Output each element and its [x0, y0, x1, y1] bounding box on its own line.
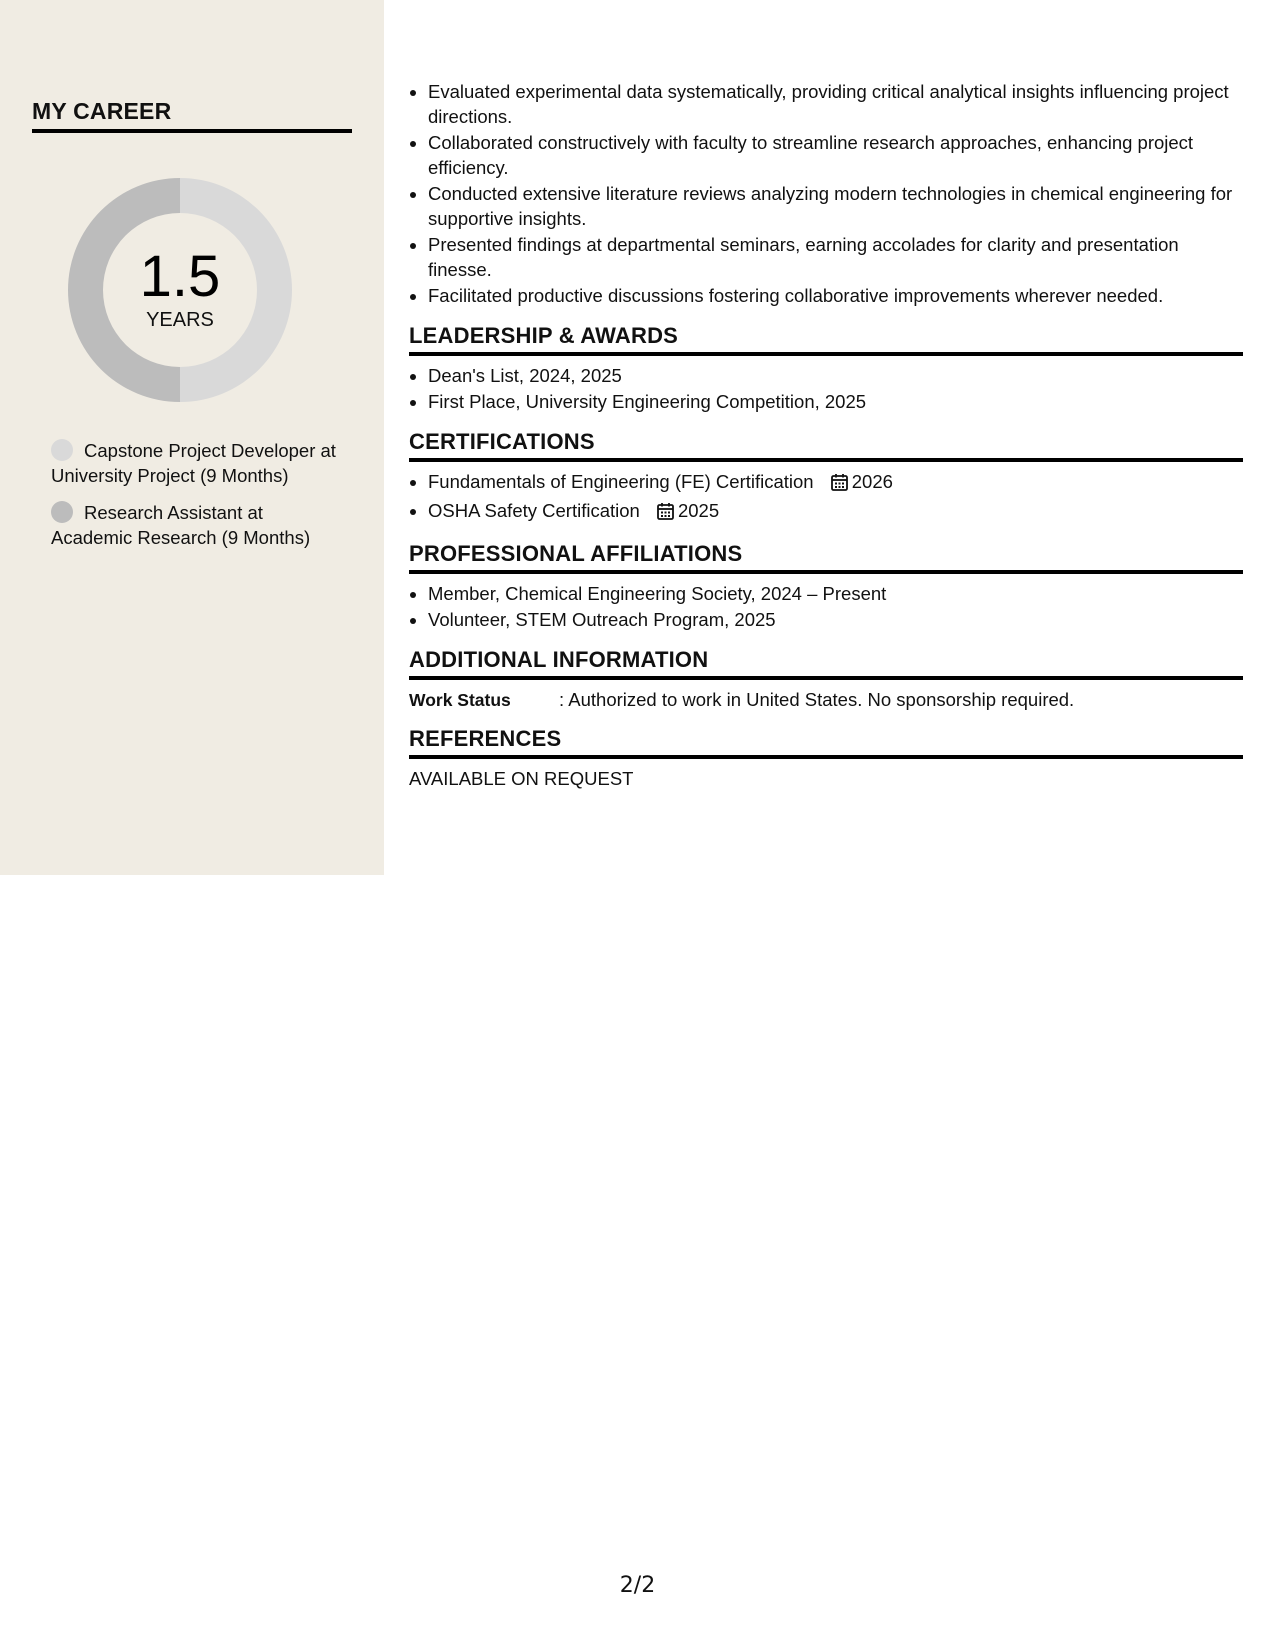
- leadership-item: • First Place, University Engineering Competition, 2025: [428, 390, 1243, 415]
- section-title: ADDITIONAL INFORMATION: [409, 647, 1243, 680]
- references-section: [409, 726, 1243, 791]
- certification-name: OSHA Safety Certification: [428, 500, 640, 521]
- experience-bullet: • Conducted extensive literature reviews analyzing modern technologies in chemical engineering for supportive insights.: [428, 182, 1243, 231]
- certification-name: Fundamentals of Engineering (FE) Certification: [428, 470, 814, 492]
- certifications-list: [409, 470, 1243, 527]
- career-legend-label: Capstone Project Developer at University Project (9 Months): [51, 440, 336, 486]
- experience-bullet: • Presented findings at departmental seminars, earning accolades for clarity and presentation finesse.: [428, 233, 1243, 282]
- certification-item: [428, 470, 1243, 498]
- career-heading: MY CAREER: [32, 98, 352, 133]
- career-legend-label: Research Assistant at Academic Research (9 Months): [51, 502, 311, 548]
- section-title: PROFESSIONAL AFFILIATIONS: [409, 541, 1243, 574]
- legend-dot-icon: [51, 501, 73, 523]
- career-years-value: 1.5: [139, 244, 221, 309]
- section-title: LEADERSHIP & AWARDS: [409, 323, 1243, 356]
- section-title: REFERENCES: [409, 726, 1243, 759]
- section-title: CERTIFICATIONS: [409, 429, 1243, 462]
- certification-item: [428, 499, 1243, 527]
- career-legend-item: [51, 438, 341, 488]
- leadership-item: • Dean's List, 2024, 2025: [428, 364, 1243, 389]
- experience-bullet: • Evaluated experimental data systematically, providing critical analytical insights influencing project directions.: [428, 80, 1243, 129]
- page-number: 2/2: [619, 1573, 656, 1598]
- certification-year: 2025: [677, 500, 720, 521]
- leadership-list: [409, 364, 1243, 415]
- calendar-icon: [831, 473, 848, 498]
- work-status-row: [409, 688, 1243, 712]
- affiliation-item: • Volunteer, STEM Outreach Program, 2025: [428, 608, 1243, 633]
- career-donut-chart: [66, 176, 294, 404]
- affiliations-section: [409, 541, 1243, 633]
- legend-dot-icon: [51, 439, 73, 461]
- references-text: AVAILABLE ON REQUEST: [409, 767, 634, 789]
- career-legend-item: [51, 500, 341, 550]
- career-legend: [51, 438, 341, 562]
- experience-bullets: [409, 80, 1243, 309]
- work-status-value: : Authorized to work in United States. No sponsorship required.: [559, 688, 1075, 710]
- experience-bullet: • Collaborated constructively with faculty to streamline research approaches, enhancing project efficiency.: [428, 131, 1243, 180]
- work-status-label: Work Status: [409, 689, 511, 710]
- experience-bullet: • Facilitated productive discussions fostering collaborative improvements wherever needed.: [428, 284, 1243, 309]
- calendar-icon: [657, 502, 674, 527]
- sidebar: [0, 0, 384, 875]
- affiliations-list: [409, 582, 1243, 633]
- main-content: [409, 80, 1243, 791]
- affiliation-item: • Member, Chemical Engineering Society, 2024 – Present: [428, 582, 1243, 607]
- career-years-unit: YEARS: [146, 309, 214, 331]
- additional-info-section: [409, 647, 1243, 712]
- certifications-section: [409, 429, 1243, 527]
- certification-year: 2026: [851, 470, 893, 492]
- leadership-section: [409, 323, 1243, 415]
